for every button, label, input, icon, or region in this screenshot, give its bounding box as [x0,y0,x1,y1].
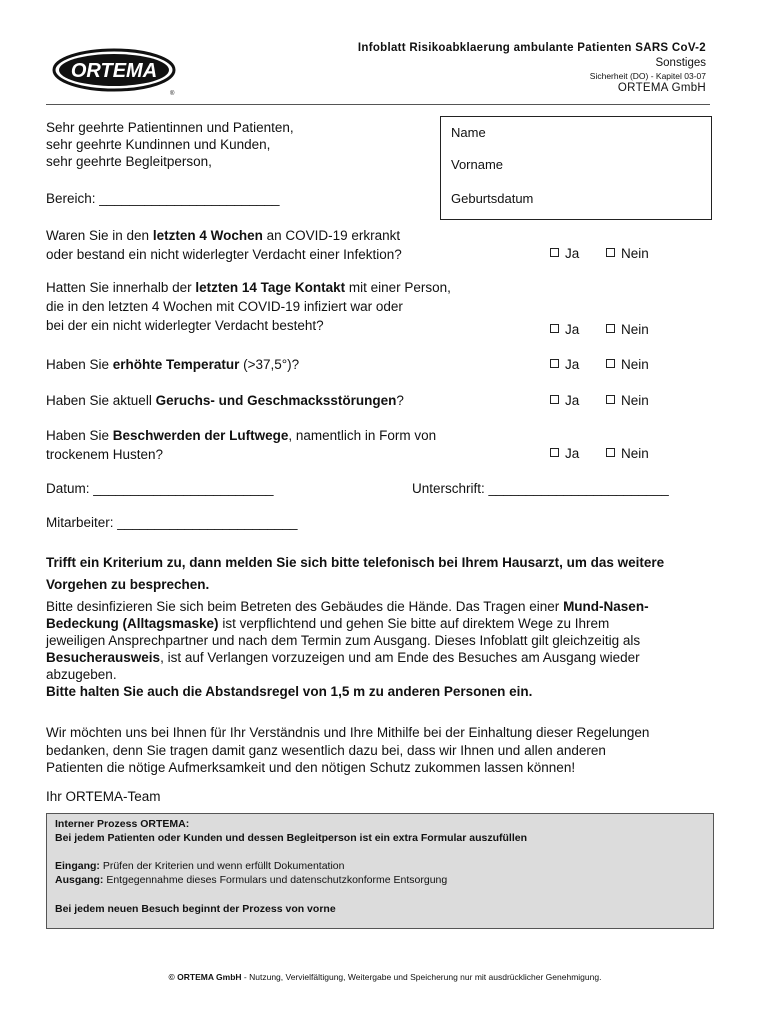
doc-category: Sonstiges [655,57,706,69]
doc-title: Infoblatt Risikoabklaerung ambulante Patienten SARS CoV-2 [357,42,706,54]
checkbox-icon [550,248,559,257]
checkbox-icon [606,324,615,333]
info-line-1: Bei jedem Patienten oder Kunden und dessen Begleitperson ist ein extra Formular auszufüllen [55,832,528,844]
checkbox-icon [606,395,615,404]
signoff: Ihr ORTEMA-Team [46,789,161,804]
q5-ja-checkbox[interactable]: Ja [550,446,579,461]
question-5: Haben Sie Beschwerden der Luftwege, namentlich in Form von trockenem Husten? [46,428,437,462]
question-2: Hatten Sie innerhalb der letzten 14 Tage Kontakt mit einer Person, die in den letzten 4 Wochen mit COVID-19 infiziert war oder bei der ein nicht widerlegter Verdacht besteht? [46,280,451,333]
q4-ja-checkbox[interactable]: Ja [550,393,579,408]
name-field[interactable]: Name [451,125,486,140]
question-1: Waren Sie in den letzten 4 Wochen an COVID-19 erkrankt oder bestand ein nicht widerlegter Verdacht einer Infektion? [46,228,402,262]
checkbox-icon [550,324,559,333]
info-last: Bei jedem neuen Besuch beginnt der Prozess von vorne [55,903,336,915]
bereich-field[interactable]: Bereich: ________________________ [46,191,280,206]
q3-nein-checkbox[interactable]: Nein [606,357,649,372]
q1-ja-checkbox[interactable]: Ja [550,246,579,261]
question-4: Haben Sie aktuell Geruchs- und Geschmacksstörungen? [46,393,404,408]
company-name: ORTEMA GmbH [617,82,706,94]
doc-reference: Sicherheit (DO) - Kapitel 03-07 [589,71,706,81]
footer-copyright: © ORTEMA GmbH - Nutzung, Vervielfältigung, Weitergabe und Speicherung nur mit ausdrücklicher Genehmigung. [168,972,602,982]
vorname-field[interactable]: Vorname [451,157,504,172]
q2-ja-checkbox[interactable]: Ja [550,322,579,337]
q4-nein-checkbox[interactable]: Nein [606,393,649,408]
geburtsdatum-field[interactable]: Geburtsdatum [451,191,534,206]
greeting-line: sehr geehrte Kundinnen und Kunden, [46,137,271,152]
q1-nein-checkbox[interactable]: Nein [606,246,649,261]
datum-field[interactable]: Datum: ________________________ [46,481,274,496]
kriterium-notice: Trifft ein Kriterium zu, dann melden Sie sich bitte telefonisch bei Ihrem Hausarzt, um das weitere Vorgehen zu besprechen. [46,555,665,592]
registered-icon: ® [170,91,175,96]
person-info-box [440,116,712,220]
q3-ja-checkbox[interactable]: Ja [550,357,579,372]
checkbox-icon [606,448,615,457]
info-title: Interner Prozess ORTEMA: [55,818,190,830]
greeting-line: sehr geehrte Begleitperson, [46,154,212,169]
checkbox-icon [606,248,615,257]
thanks-paragraph: Wir möchten uns bei Ihnen für Ihr Verständnis und Ihre Mithilfe bei der Einhaltung dieser Regelungen bedanken, denn Sie tragen damit ganz wesentlich dazu bei, dass wir Ihnen und allen anderen Patienten die nötige Aufmerksamkeit und den nötigen Schutz zukommen lassen können! [46,725,650,775]
checkbox-icon [550,395,559,404]
checkbox-icon [550,448,559,457]
header-divider [46,104,710,105]
unterschrift-field[interactable]: Unterschrift: ________________________ [412,481,669,496]
mitarbeiter-field[interactable]: Mitarbeiter: ________________________ [46,515,298,530]
q2-nein-checkbox[interactable]: Nein [606,322,649,337]
greeting-line: Sehr geehrte Patientinnen und Patienten, [46,120,294,135]
info-ausgang: Ausgang: Entgegennahme dieses Formulars und datenschutzkonforme Entsorgung [55,874,448,886]
instructions-paragraph: Bitte desinfizieren Sie sich beim Betreten des Gebäudes die Hände. Das Tragen einer Mund-Nasen- Bedeckung (Alltagsmaske) ist verpflichtend und gehen Sie bitte auf direktem Wege zu Ihrem jeweiligen Ansprechpartner und nach dem Termin zum Ausgang. Dieses Infoblatt gilt gleichzeitig als Besucherausweis, ist auf Verlangen vorzuzeigen und am Ende des Besuches am Ausgang wieder abzugeben. Bitte halten Sie auch die Abstandsregel von 1,5 m zu anderen Personen ein. [46,599,649,699]
internal-process-box [46,813,714,929]
info-eingang: Eingang: Prüfen der Kriterien und wenn erfüllt Dokumentation [55,860,345,872]
logo-text: ORTEMA [70,60,158,82]
checkbox-icon [606,359,615,368]
ortema-logo [52,48,178,96]
question-3: Haben Sie erhöhte Temperatur (>37,5°)? [46,357,300,372]
q5-nein-checkbox[interactable]: Nein [606,446,649,461]
checkbox-icon [550,359,559,368]
greeting [46,119,294,170]
